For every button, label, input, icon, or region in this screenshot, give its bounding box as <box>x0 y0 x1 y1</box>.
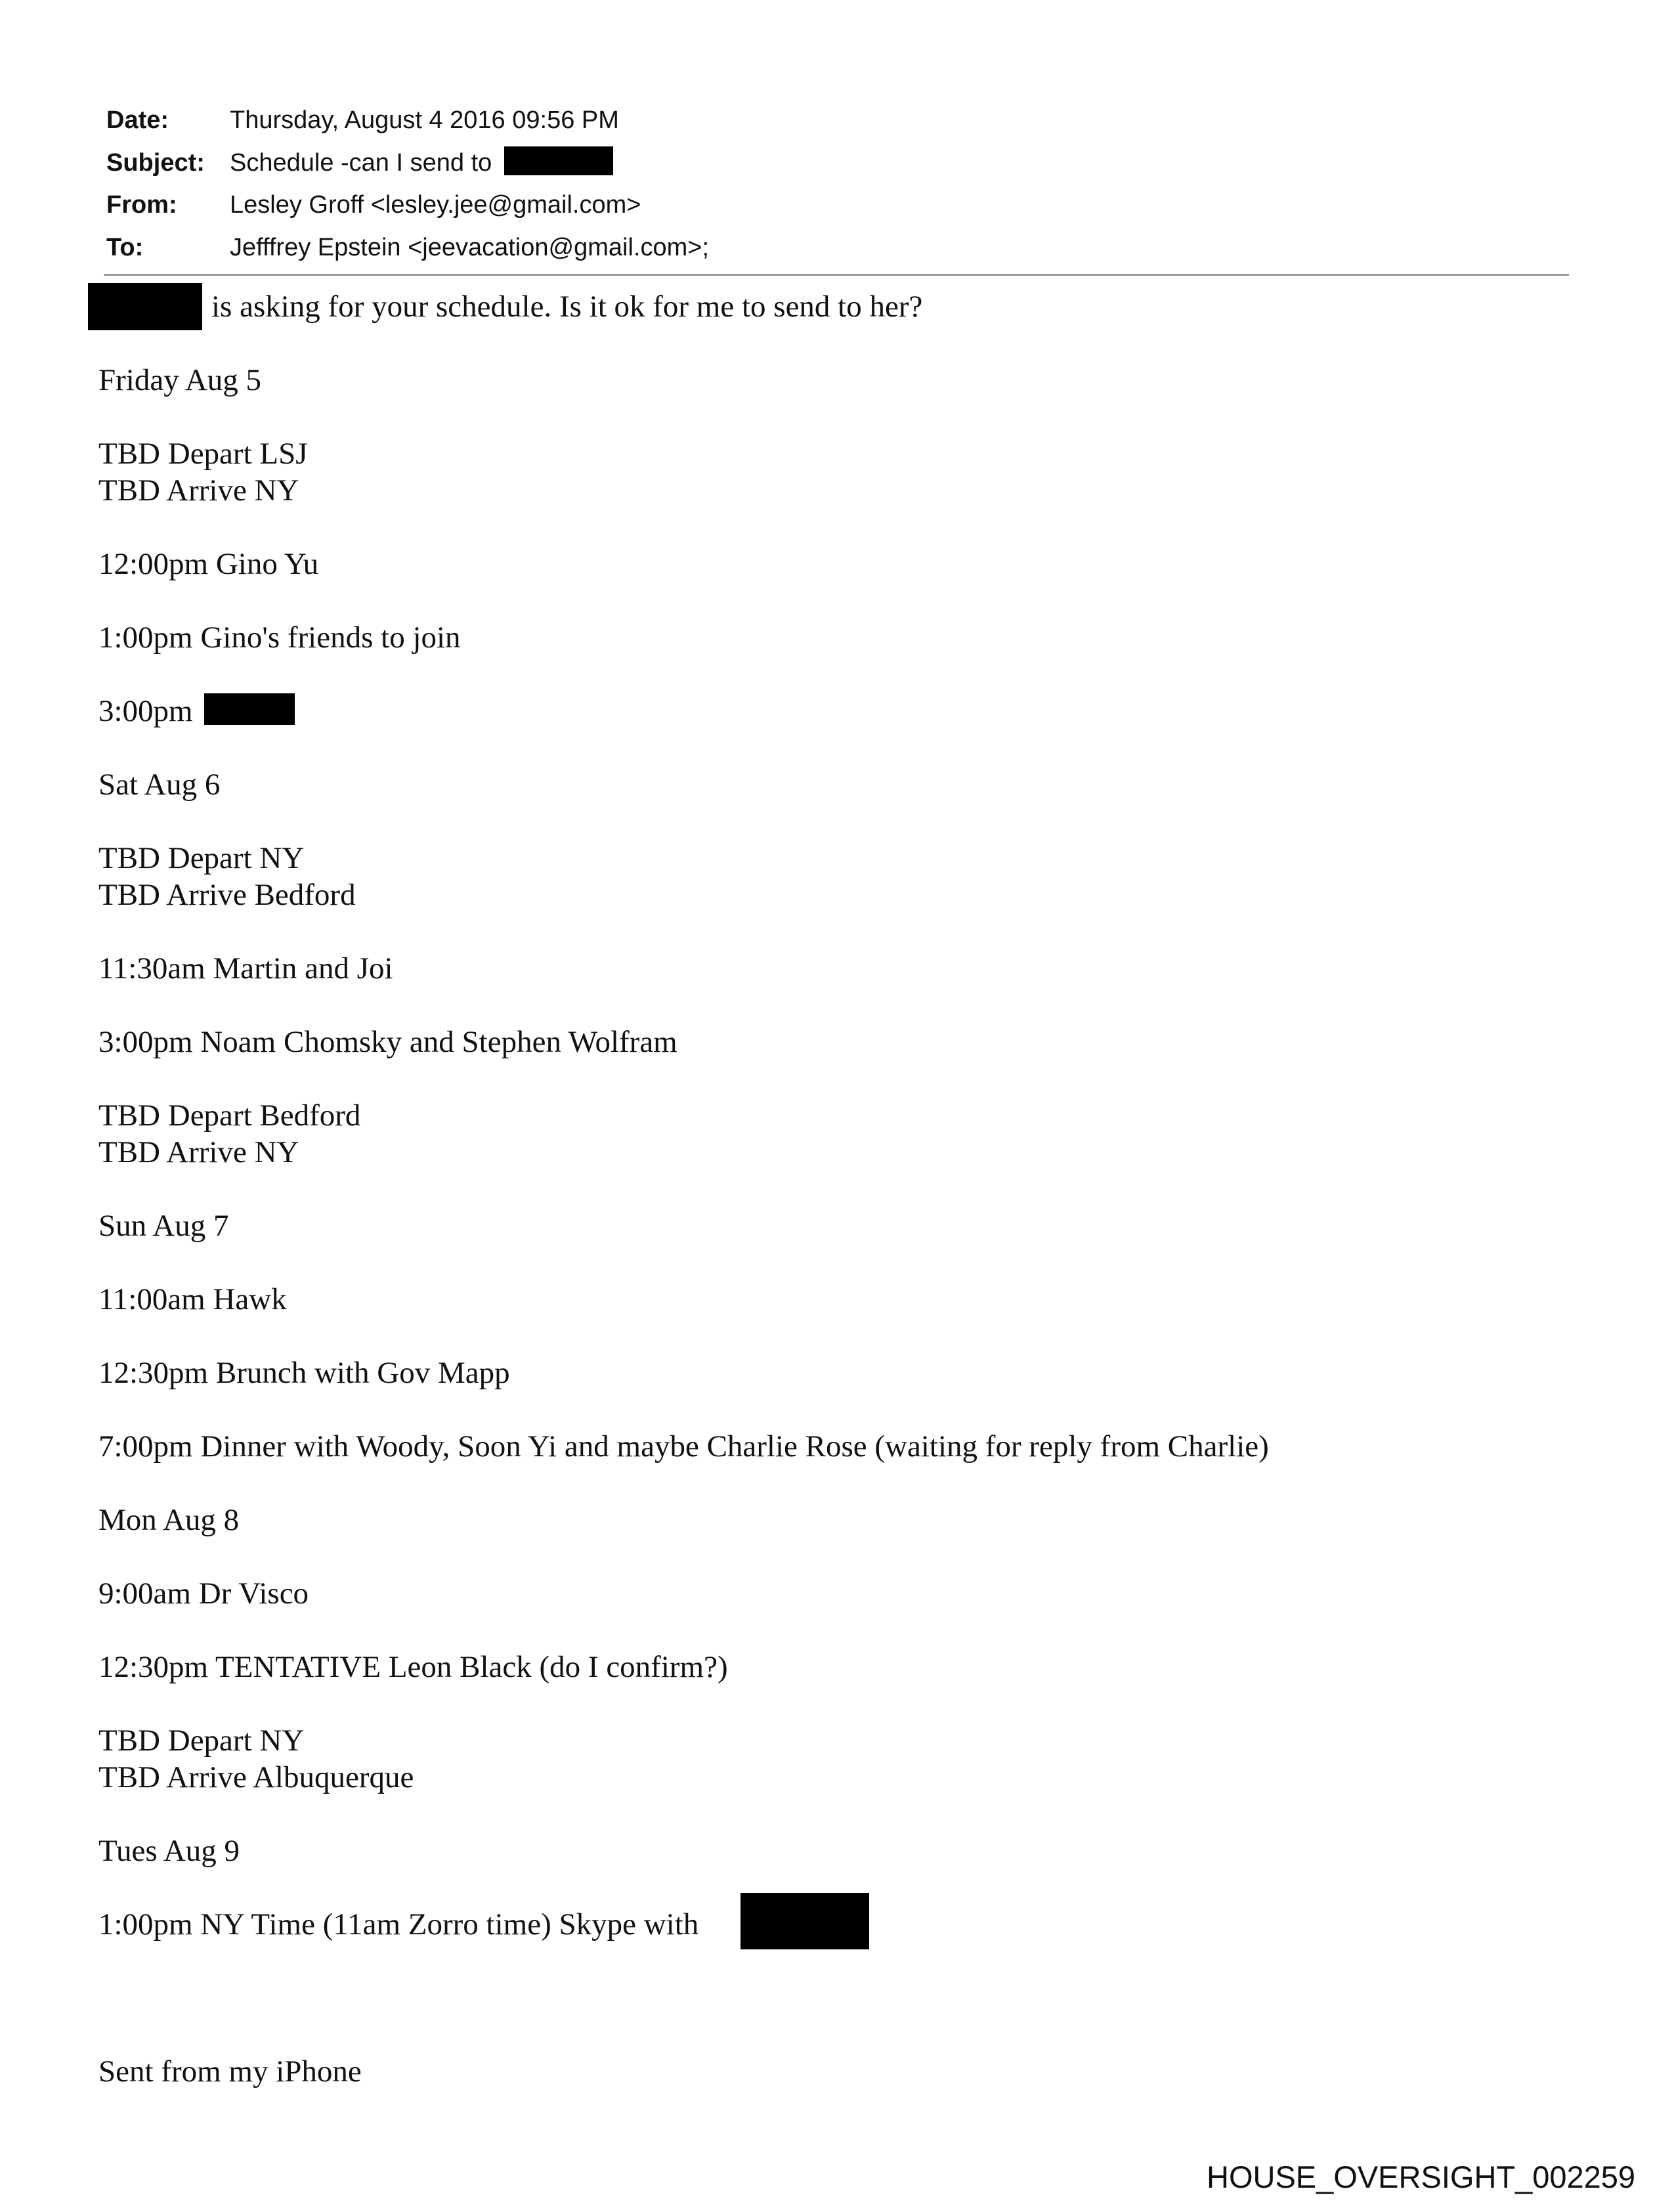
redaction-block <box>88 283 202 330</box>
schedule-line: 11:30am Martin and Joi <box>98 951 393 986</box>
schedule-line: 12:00pm Gino Yu <box>98 547 319 581</box>
redaction-block <box>204 693 295 725</box>
to-label: To: <box>106 234 144 261</box>
schedule-line: 11:00am Hawk <box>98 1282 287 1316</box>
to-value: Jefffrey Epstein <jeevacation@gmail.com>; <box>230 234 709 261</box>
from-value: Lesley Groff <lesley.jee@gmail.com> <box>230 191 641 219</box>
intro-line: is asking for your schedule. Is it ok for me to send to her? <box>211 290 923 324</box>
schedule-line: TBD Arrive NY <box>98 473 299 508</box>
date-value: Thursday, August 4 2016 09:56 PM <box>230 106 619 134</box>
schedule-line: TBD Arrive NY <box>98 1135 299 1169</box>
subject-value: Schedule -can I send to <box>230 149 492 177</box>
signature-line: Sent from my iPhone <box>98 2054 362 2089</box>
schedule-line-text: 1:00pm NY Time (11am Zorro time) Skype with <box>98 1907 699 1941</box>
schedule-line: Mon Aug 8 <box>98 1503 240 1537</box>
schedule-line: TBD Arrive Albuquerque <box>98 1760 414 1794</box>
schedule-line: 12:30pm TENTATIVE Leon Black (do I confirm?) <box>98 1650 728 1684</box>
redaction-block <box>504 146 613 175</box>
schedule-line: TBD Depart NY <box>98 1724 305 1758</box>
schedule-line: TBD Arrive Bedford <box>98 878 356 912</box>
schedule-line: Sat Aug 6 <box>98 768 221 802</box>
schedule-line: TBD Depart NY <box>98 841 305 875</box>
subject-value-wrap <box>230 150 613 175</box>
header-divider <box>104 274 1569 276</box>
schedule-line: Friday Aug 5 <box>98 363 262 397</box>
schedule-line: 12:30pm Brunch with Gov Mapp <box>98 1356 510 1390</box>
redaction-block <box>740 1893 869 1949</box>
schedule-line-with-redaction <box>98 696 295 727</box>
schedule-line-text: 3:00pm <box>98 694 193 728</box>
schedule-line: TBD Depart Bedford <box>98 1098 361 1133</box>
schedule-line: 9:00am Dr Visco <box>98 1576 309 1611</box>
from-label: From: <box>106 191 177 219</box>
bates-number: HOUSE_OVERSIGHT_002259 <box>1207 2159 1636 2194</box>
schedule-line-with-redaction <box>98 1909 698 1940</box>
schedule-line: 3:00pm Noam Chomsky and Stephen Wolfram <box>98 1025 677 1059</box>
date-label: Date: <box>106 106 169 134</box>
subject-label: Subject: <box>106 149 205 177</box>
schedule-line: Sun Aug 7 <box>98 1209 229 1243</box>
schedule-line: TBD Depart LSJ <box>98 437 308 471</box>
schedule-line: 1:00pm Gino's friends to join <box>98 620 461 655</box>
schedule-line: 7:00pm Dinner with Woody, Soon Yi and maybe Charlie Rose (waiting for reply from Charlie) <box>98 1429 1269 1464</box>
schedule-line: Tues Aug 9 <box>98 1834 240 1868</box>
